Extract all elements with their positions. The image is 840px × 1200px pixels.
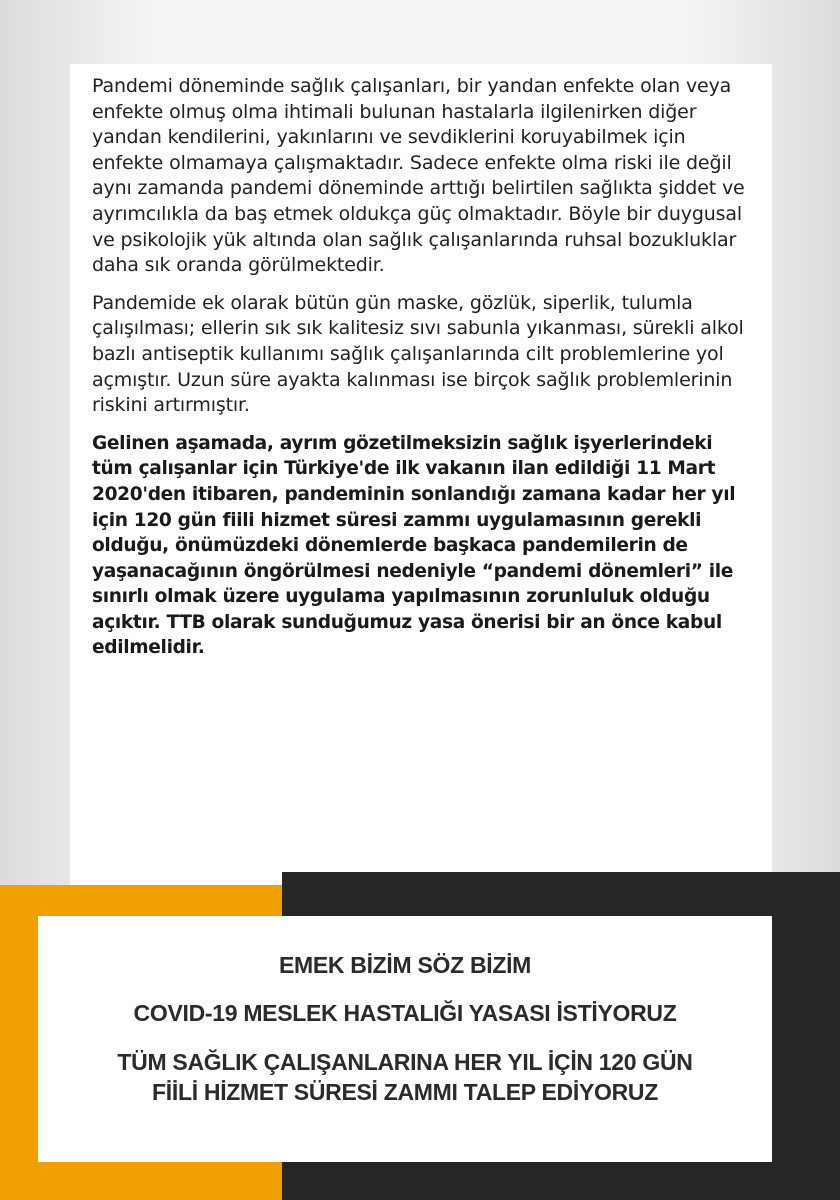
slogan-banner (38, 916, 772, 1162)
paragraph-1: Pandemi döneminde sağlık çalışanları, bir yandan enfekte olan veya enfekte olmuş olma ihtimali bulunan hastalarla ilgilenirken diğer yandan kendilerini, yakınlarını ve sevdiklerini koruyabilmek için enfekte olmamaya çalışmaktadır. Sadece enfekte olma riski ile değil aynı zamanda pandemi döneminde arttığı belirtilen sağlıkta şiddet ve ayrımcılıkla da baş etmek oldukça güç olmaktadır. Böyle bir duygusal ve psikolojik yük altında olan sağlık çalışanlarında ruhsal bozukluklar daha sık oranda görülmektedir. (92, 75, 745, 277)
slogan-line-3a: TÜM SAĞLIK ÇALIŞANLARINA HER YIL İÇİN 120 GÜN (117, 1049, 693, 1075)
slogan-line-3b: FİİLİ HİZMET SÜRESİ ZAMMI TALEP EDİYORUZ (152, 1079, 658, 1105)
text-card (70, 64, 772, 904)
paragraph-2: Pandemide ek olarak bütün gün maske, gözlük, siperlik, tulumla çalışılması; ellerin sık sık kalitesiz sıvı sabunla yıkanması, sürekli alkol bazlı antiseptik kullanımı sağlık çalışanlarında cilt problemlerine yol açmıştır. Uzun süre ayakta kalınması ise birçok sağlık problemlerinin riskini artırmıştır. (92, 291, 744, 417)
slogan-line-2: COVID-19 MESLEK HASTALIĞI YASASI İSTİYORUZ (133, 1000, 677, 1026)
slogan-line-1: EMEK BİZİM SÖZ BİZİM (278, 952, 532, 978)
paragraph-3-bold: Gelinen aşamada, ayrım gözetilmeksizin sağlık işyerlerindeki tüm çalışanlar için Türkiye'de ilk vakanın ilan edildiği 11 Mart 2020'den itibaren, pandeminin sonlandığı zamana kadar her yıl için 120 gün fiili hizmet süresi zammı uygulamasının gerekli olduğu, önümüzdeki dönemlerde başkaca pandemilerin de yaşanacağının öngörülmesi nedeniyle “pandemi dönemleri” ile sınırlı olmak üzere uygulama yapılmasının zorunluluk olduğu açıktır. TTB olarak sunduğumuz yasa önerisi bir an önce kabul edilmelidir. (92, 432, 736, 659)
body-text (92, 74, 752, 673)
